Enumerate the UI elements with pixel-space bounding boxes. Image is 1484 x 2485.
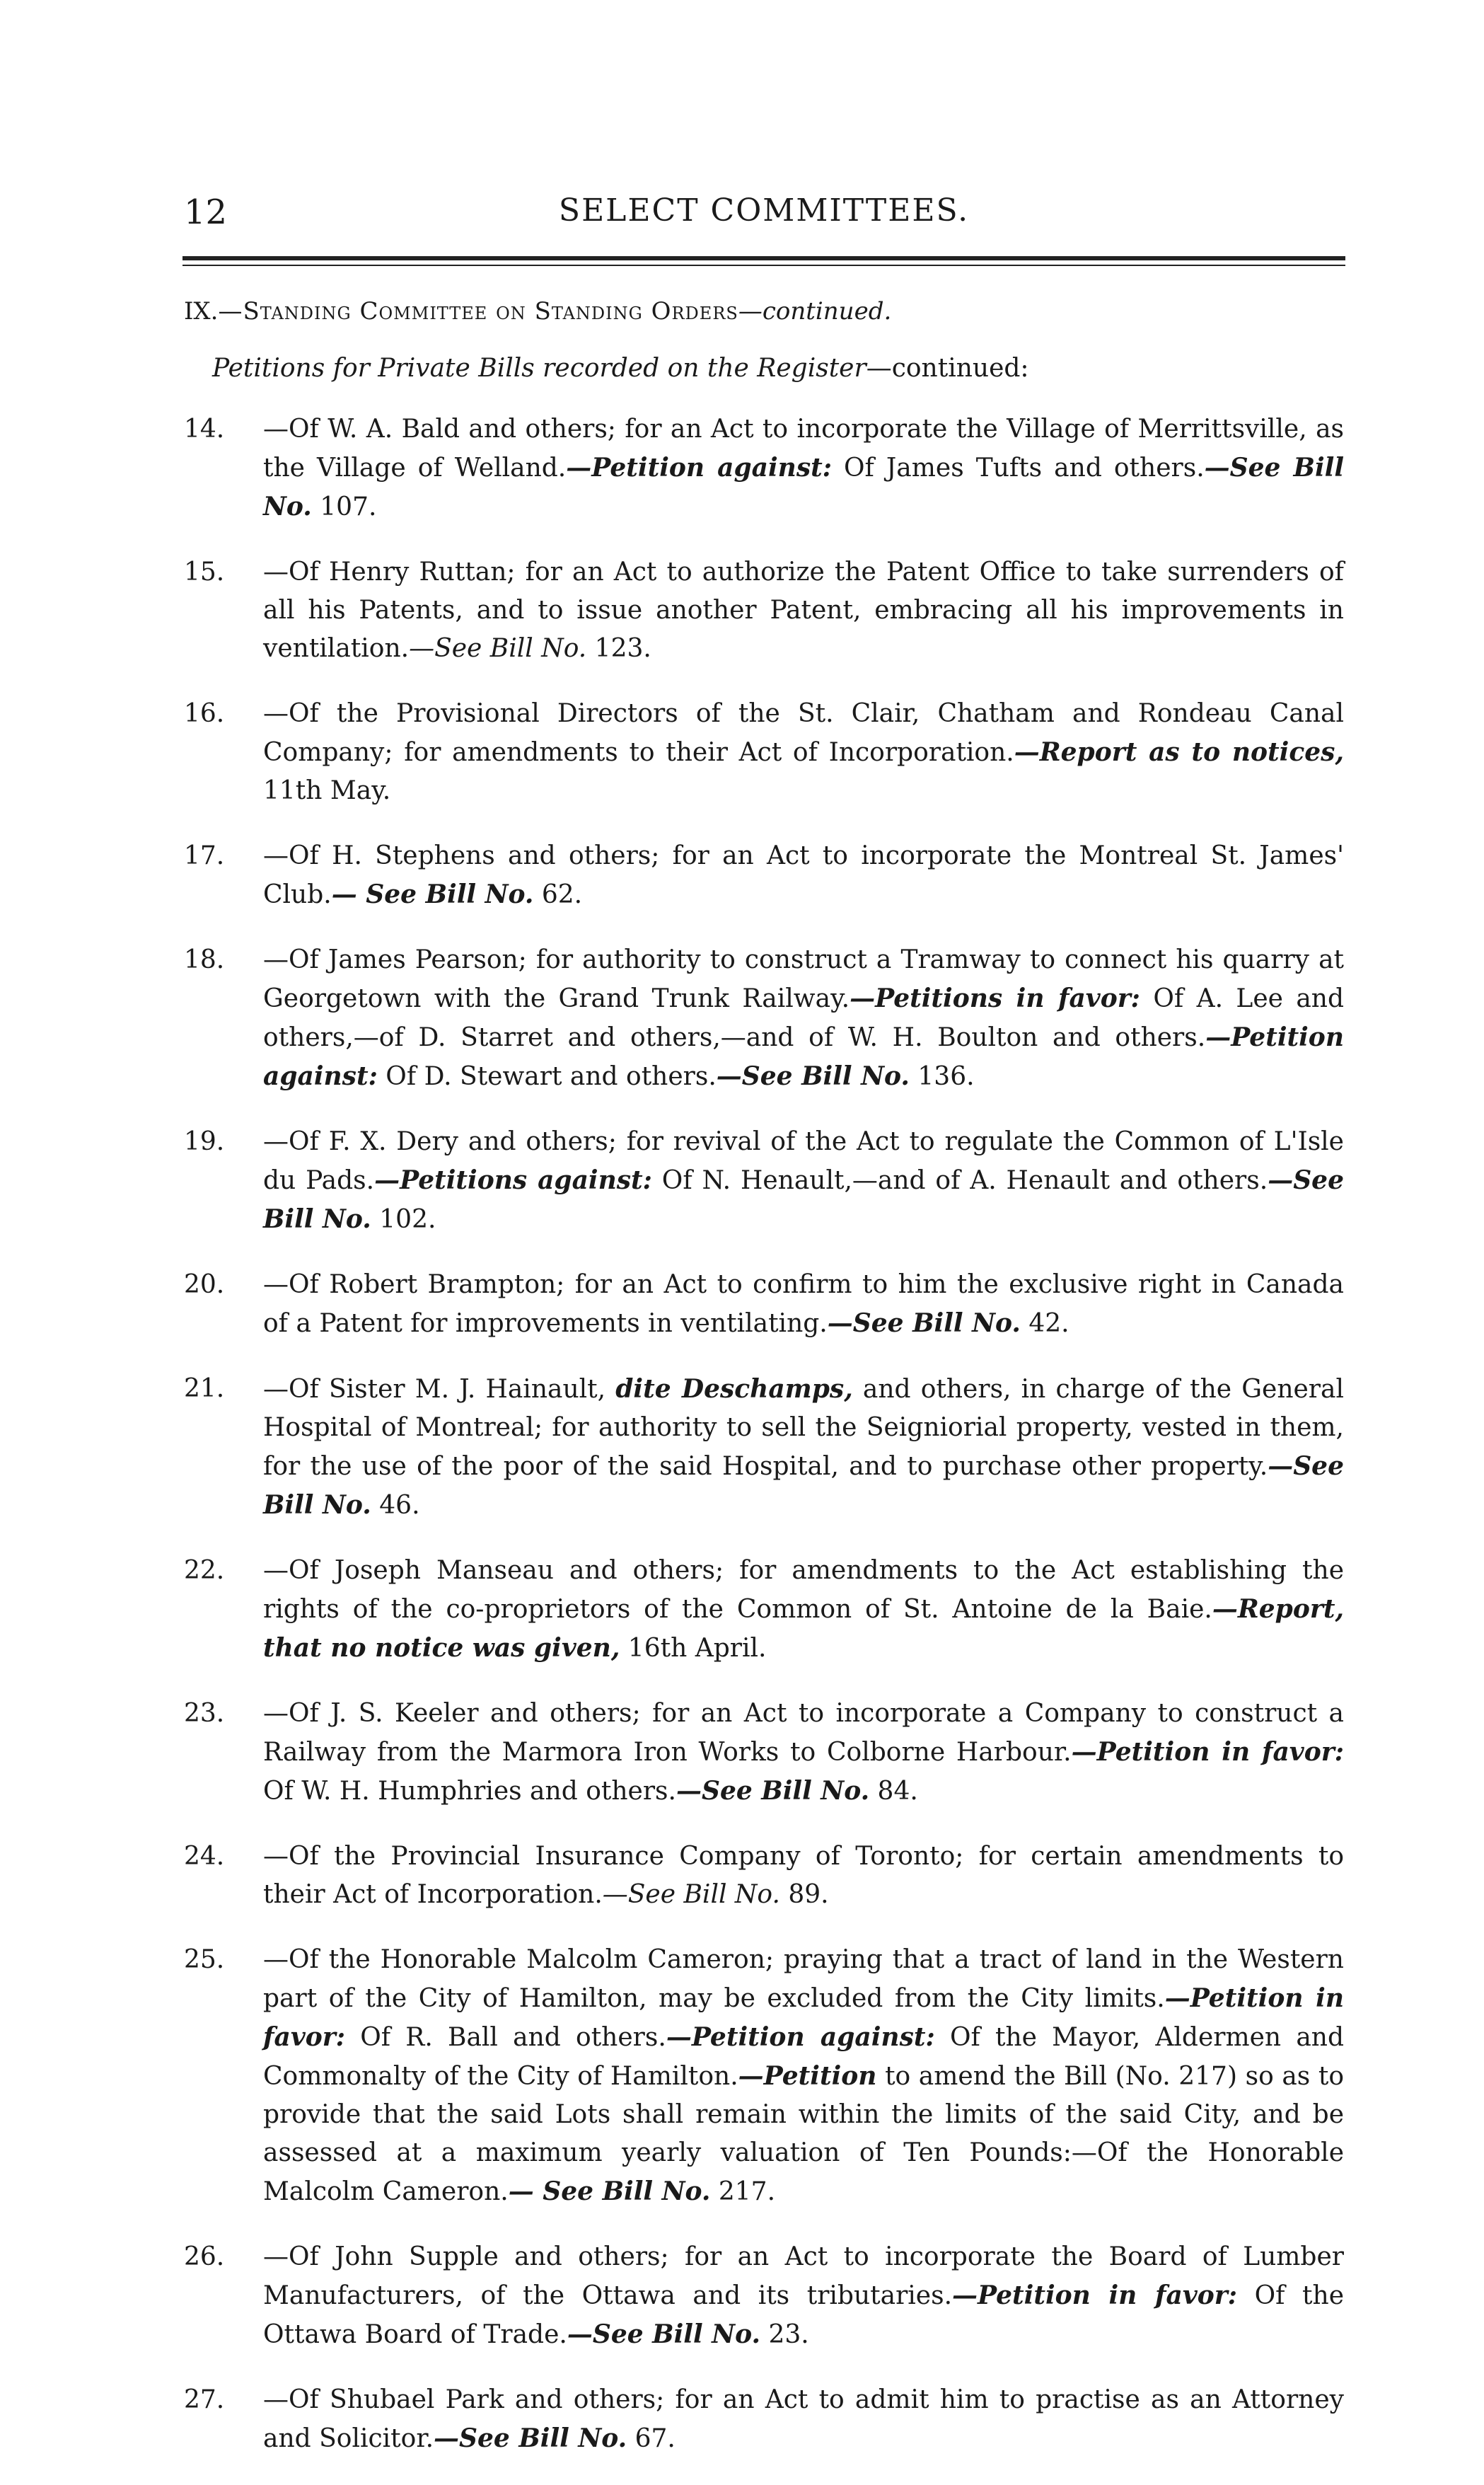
entry-italic-text: —Petition against:: [263, 1022, 1344, 1091]
entry-text: —Of Henry Ruttan; for an Act to authorize the Patent Office to take surrenders of all his Patents, and to issue another Patent, embracing all his improvements in ventilation.: [263, 558, 1344, 663]
entry-text: —Of J. S. Keeler and others; for an Act to incorporate a Company to construct a Railway from the Marmora Iron Works to Colborne Harbour.: [263, 1699, 1344, 1767]
entry-number: 17.: [184, 841, 225, 870]
entry-text: 102.: [371, 1205, 436, 1234]
entry-text: Of D. Stewart and others.: [377, 1062, 717, 1091]
entry-number: 15.: [184, 558, 225, 587]
entry-number: 19.: [184, 1127, 225, 1156]
entry-italic-text: —See Bill No.: [409, 634, 587, 663]
entry-italic-text: —See Bill No.: [263, 453, 1345, 521]
entry-number: 14.: [184, 415, 225, 444]
entry-italic-text: dite Deschamps,: [615, 1374, 853, 1404]
entry-italic-text: —See Bill No.: [716, 1061, 910, 1091]
entry-text: —Of James Pearson; for authority to construct a Tramway to connect his quarry at Georgetown with the Grand Trunk Railway.: [263, 945, 1344, 1013]
entry-number: 22.: [184, 1556, 225, 1585]
entry-text: —Of H. Stephens and others; for an Act to incorporate the Montreal St. James' Club.: [263, 841, 1344, 909]
entry-text: —Of Robert Brampton; for an Act to confirm to him the exclusive right in Canada of a Patent for improvements in ventilating.: [263, 1270, 1344, 1338]
entry-text: Of the Mayor, Aldermen and Commonalty of the City of Hamilton.: [263, 2023, 1345, 2091]
petition-entry: [184, 1370, 1344, 1525]
entry-text: —Of W. A. Bald and others; for an Act to incorporate the Village of Merrittsville, as the Village of Welland.: [263, 415, 1344, 483]
entry-text: —Of Sister M. J. Hainault,: [263, 1375, 616, 1404]
entry-italic-text: —Petitions in favor:: [850, 984, 1140, 1013]
entry-number: 24.: [184, 1842, 225, 1871]
entry-text: Of R. Ball and others.: [345, 2023, 666, 2052]
entry-text: 123.: [586, 634, 651, 663]
petition-entry: [184, 1266, 1344, 1343]
entry-italic-text: —See Bill No.: [676, 1776, 870, 1806]
petition-entry: [184, 2238, 1344, 2354]
entry-italic-text: —See Bill No.: [434, 2423, 627, 2453]
petition-entry: [184, 1552, 1344, 1668]
entry-italic-text: —See Bill No.: [827, 1308, 1021, 1338]
header-rule-thick: [182, 256, 1345, 260]
header-rule-thin: [182, 265, 1345, 266]
entry-text: 84.: [869, 1777, 918, 1806]
entry-italic-text: —Petition: [738, 2061, 877, 2091]
petition-entry: [184, 1838, 1344, 1914]
entry-italic-text: —See Bill No.: [567, 2319, 760, 2349]
petition-entry: [184, 1695, 1344, 1811]
entry-text: 23.: [760, 2320, 809, 2349]
petition-entry: [184, 837, 1344, 914]
page-header: [184, 192, 1344, 256]
entry-italic-text: — See Bill No.: [508, 2176, 711, 2206]
entry-italic-text: —See Bill No.: [263, 1451, 1344, 1520]
entry-italic-text: —Petition against:: [566, 453, 833, 483]
petition-entry: [184, 553, 1344, 668]
entry-text: Of W. H. Humphries and others.: [263, 1777, 676, 1806]
petition-entry: [184, 2381, 1344, 2458]
entry-italic-text: —Petition against:: [666, 2022, 935, 2052]
section-numeral: IX.: [184, 297, 219, 325]
entry-text: Of N. Henault,—and of A. Henault and others.: [651, 1166, 1268, 1195]
entry-text: 46.: [371, 1491, 420, 1520]
subheading-italic: Petitions for Private Bills recorded on the Register: [212, 354, 866, 383]
subheading: [212, 354, 1029, 383]
petition-entry: [184, 941, 1344, 1096]
entry-text: 11th May.: [263, 776, 391, 805]
entry-text: to amend the Bill (No. 217) so as to provide that the said Lots shall remain within the limits of the said City, and be assessed at a maximum yearly valuation of Ten Pounds:—Of the Honorable Malcolm Cameron.: [263, 2062, 1344, 2206]
entry-italic-text: — See Bill No.: [331, 880, 534, 909]
subheading-rest: —continued:: [866, 354, 1029, 383]
entry-number: 27.: [184, 2385, 225, 2414]
entry-number: 16.: [184, 699, 225, 728]
petition-entry: [184, 1941, 1344, 2211]
entry-text: —Of the Honorable Malcolm Cameron; praying that a tract of land in the Western part of the City of Hamilton, may be excluded from the City limits.: [263, 1945, 1344, 2013]
entry-number: 18.: [184, 945, 225, 974]
entry-italic-text: —Petition in favor:: [952, 2281, 1238, 2310]
entry-text: Of the Ottawa Board of Trade.: [263, 2281, 1344, 2349]
petition-entry: [184, 695, 1344, 810]
entry-number: 25.: [184, 1945, 225, 1974]
entry-italic-text: —Report, that no notice was given,: [263, 1594, 1344, 1663]
entry-text: Of A. Lee and others,—of D. Starret and others,—and of W. H. Boulton and others.: [263, 984, 1345, 1052]
entry-italic-text: —Petitions against:: [374, 1165, 652, 1195]
petition-entry: [184, 410, 1344, 526]
entry-text: —Of the Provisional Directors of the St. Clair, Chatham and Rondeau Canal Company; for amendments to their Act of Incorporation.: [263, 699, 1344, 767]
page-number: 12: [184, 192, 228, 232]
entry-number: 23.: [184, 1699, 225, 1728]
entry-text: 89.: [779, 1880, 829, 1909]
entry-text: 217.: [710, 2177, 776, 2206]
entry-text: 67.: [627, 2424, 676, 2453]
entry-text: —Of F. X. Dery and others; for revival of the Act to regulate the Common of L'Isle du Pads.: [263, 1127, 1344, 1195]
entry-italic-text: —See Bill No.: [263, 1165, 1344, 1234]
entry-number: 21.: [184, 1374, 225, 1403]
entry-italic-text: —See Bill No.: [602, 1880, 780, 1909]
entry-text: 42.: [1020, 1309, 1069, 1338]
entry-italic-text: —Report as to notices,: [1014, 737, 1344, 767]
entry-text: —Of Shubael Park and others; for an Act to admit him to practise as an Attorney and Solicitor.: [263, 2385, 1344, 2453]
entry-italic-text: —Petition in favor:: [263, 1983, 1344, 2052]
section-heading: [184, 297, 891, 325]
entry-text: 16th April.: [620, 1634, 767, 1663]
entry-number: 20.: [184, 1270, 225, 1299]
entry-text: —Of John Supple and others; for an Act to incorporate the Board of Lumber Manufacturers, of the Ottawa and its tributaries.: [263, 2242, 1344, 2310]
entry-text: 107.: [311, 492, 377, 521]
section-title: —Standing Committee on Standing Orders: [218, 297, 738, 325]
section-continued: —continued.: [738, 297, 892, 325]
petition-list: [184, 410, 1344, 2485]
entry-text: Of James Tufts and others.: [832, 454, 1205, 483]
entry-text: —Of the Provincial Insurance Company of Toronto; for certain amendments to their Act of Incorporation.: [263, 1842, 1344, 1909]
entry-text: —Of Joseph Manseau and others; for amendments to the Act establishing the rights of the co-proprietors of the Common of St. Antoine de la Baie.: [263, 1556, 1344, 1624]
entry-text: 136.: [909, 1062, 975, 1091]
entry-number: 26.: [184, 2242, 225, 2271]
petition-entry: [184, 1123, 1344, 1239]
entry-text: 62.: [533, 880, 583, 909]
running-title: SELECT COMMITTEES.: [558, 192, 970, 229]
entry-text: and others, in charge of the General Hospital of Montreal; for authority to sell the Seigniorial property, vested in them, for the use of the poor of the said Hospital, and to purchase other property.: [263, 1375, 1344, 1481]
entry-italic-text: —Petition in favor:: [1071, 1737, 1344, 1767]
